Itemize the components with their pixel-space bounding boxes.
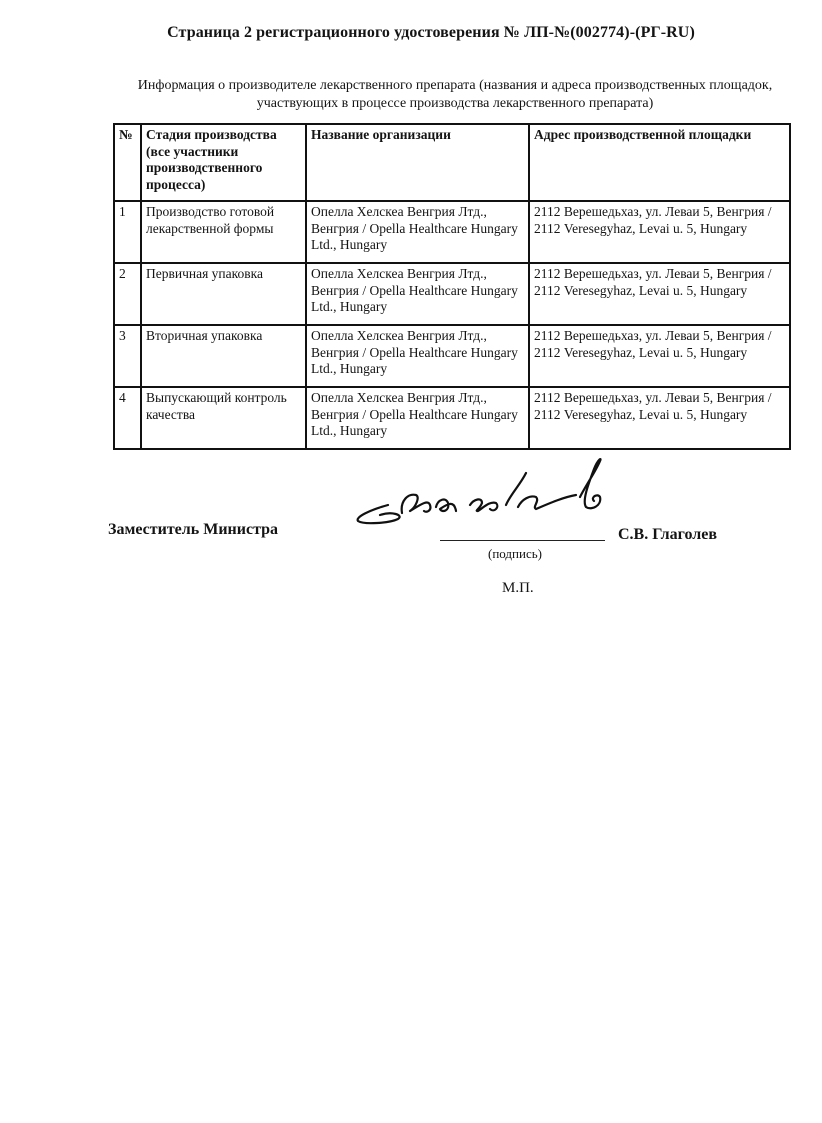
cell-organization: Опелла Хелскеа Венгрия Лтд., Венгрия / Opella Healthcare Hungary Ltd., Hungary [306,387,529,449]
subtitle-line-2: участвующих в процессе производства лекарственного препарата) [256,96,654,111]
seal-mark: М.П. [502,580,534,596]
signer-name: С.В. Глаголев [618,526,717,543]
cell-stage: Выпускающий контроль качества [141,387,306,449]
cell-stage: Первичная упаковка [141,263,306,325]
cell-organization: Опелла Хелскеа Венгрия Лтд., Венгрия / Opella Healthcare Hungary Ltd., Hungary [306,263,529,325]
page-title: Страница 2 регистрационного удостоверения № ЛП-№(002774)-(РГ-RU) [167,24,695,41]
manufacturers-table [113,123,791,450]
handwritten-signature-icon [350,455,630,535]
cell-number: 4 [114,387,141,449]
table-header-row [114,124,790,201]
cell-address: 2112 Верешедьхаз, ул. Леваи 5, Венгрия / 2112 Veresegyhaz, Levai u. 5, Hungary [529,325,790,387]
column-header-address: Адрес производственной площадки [529,124,790,201]
cell-stage: Производство готовой лекарственной формы [141,201,306,263]
table-row [114,387,790,449]
column-header-stage: Стадия производства (все участники производственного процесса) [141,124,306,201]
section-subtitle [110,77,800,113]
column-header-organization: Название организации [306,124,529,201]
signer-position: Заместитель Министра [108,521,279,538]
cell-number: 2 [114,263,141,325]
cell-address: 2112 Верешедьхаз, ул. Леваи 5, Венгрия / 2112 Veresegyhaz, Levai u. 5, Hungary [529,263,790,325]
signature-caption: (подпись) [488,546,542,561]
table-row [114,263,790,325]
cell-organization: Опелла Хелскеа Венгрия Лтд., Венгрия / Opella Healthcare Hungary Ltd., Hungary [306,201,529,263]
cell-address: 2112 Верешедьхаз, ул. Леваи 5, Венгрия / 2112 Veresegyhaz, Levai u. 5, Hungary [529,387,790,449]
cell-number: 3 [114,325,141,387]
signature-line [440,540,605,541]
cell-address: 2112 Верешедьхаз, ул. Леваи 5, Венгрия / 2112 Veresegyhaz, Levai u. 5, Hungary [529,201,790,263]
table-row [114,325,790,387]
cell-organization: Опелла Хелскеа Венгрия Лтд., Венгрия / Opella Healthcare Hungary Ltd., Hungary [306,325,529,387]
cell-number: 1 [114,201,141,263]
cell-stage: Вторичная упаковка [141,325,306,387]
table-row [114,201,790,263]
subtitle-line-1: Информация о производителе лекарственного препарата (названия и адреса производственных площадок, [137,78,773,93]
column-header-number: № [114,124,141,201]
